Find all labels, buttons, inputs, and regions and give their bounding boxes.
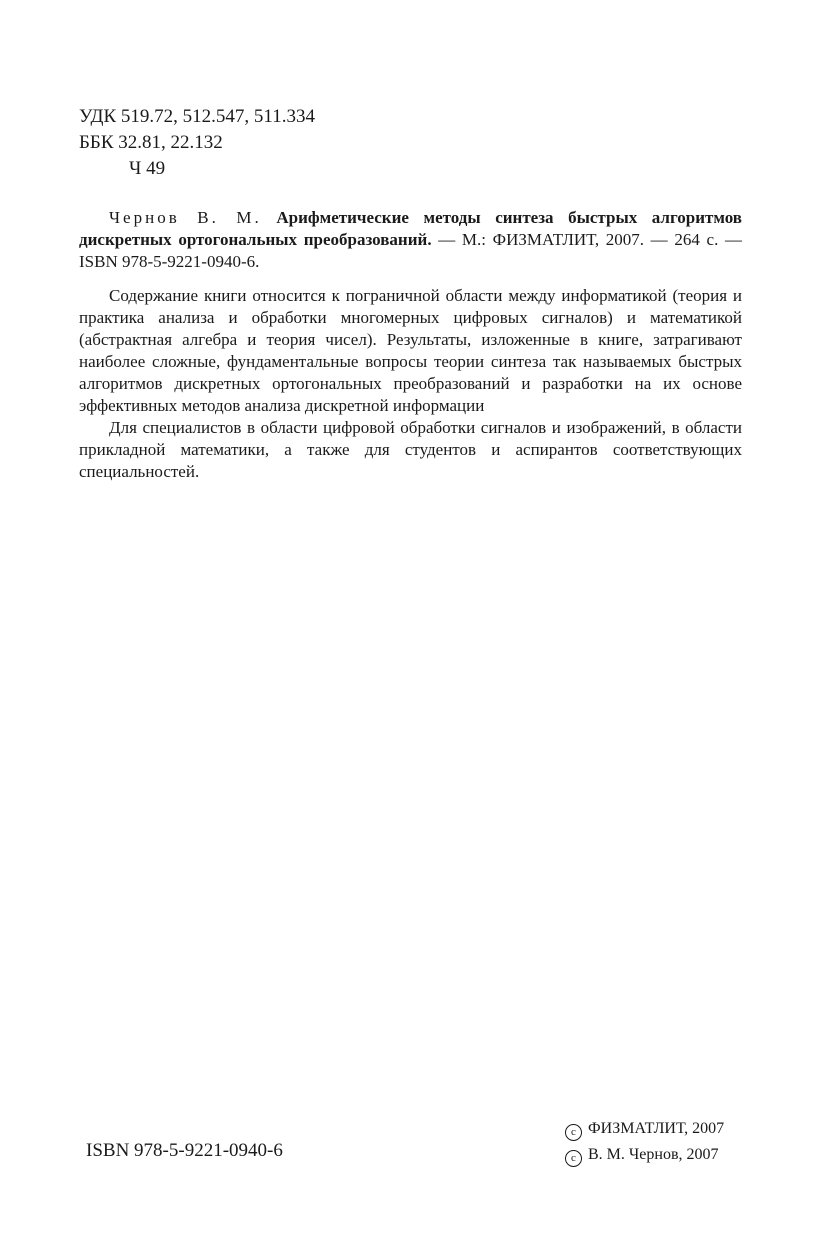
copyright-author-text: В. М. Чернов, 2007 [588,1146,719,1163]
copyright-block [565,1116,724,1168]
annotation-paragraph: Для специалистов в области цифровой обработки сигналов и изображений, в области прикладной математики, а также для студентов и аспирантов соответствующих специальностей. [79,418,742,481]
biblio-title: Арифметические методы синтеза быстрых алгоритмов дискретных ортогональных преобразований. [79,208,742,249]
copyright-icon: c [565,1124,582,1141]
biblio-publication-info: — М.: ФИЗМАТЛИТ, 2007. — 264 с. — ISBN 978-5-9221-0940-6. [79,230,742,271]
biblio-author: Чернов В. М. [109,208,262,227]
udk-code: УДК 519.72, 512.547, 511.334 [79,106,315,127]
copyright-publisher-text: ФИЗМАТЛИТ, 2007 [588,1120,725,1137]
isbn: ISBN 978-5-9221-0940-6 [86,1140,283,1161]
author-mark: Ч 49 [129,158,166,179]
copyright-author [565,1142,724,1168]
classification-codes [79,104,315,182]
bibliographic-record [79,207,742,273]
copyright-publisher [565,1116,724,1142]
annotation-paragraph: Содержание книги относится к пограничной области между информатикой (теория и практика анализа и обработки многомерных цифровых сигналов) и математикой (абстрактная алгебра и теория чисел). Результаты, изложенные в книге, затрагивают наиболее сложные, фундаментальные вопросы теории синтеза так называемых быстрых алгоритмов дискретных ортогональных преобразований и разработки на их основе эффективных методов анализа дискретной информации [79,286,742,415]
copyright-icon: c [565,1150,582,1167]
bbk-code: ББК 32.81, 22.132 [79,132,223,153]
annotation [79,285,742,483]
